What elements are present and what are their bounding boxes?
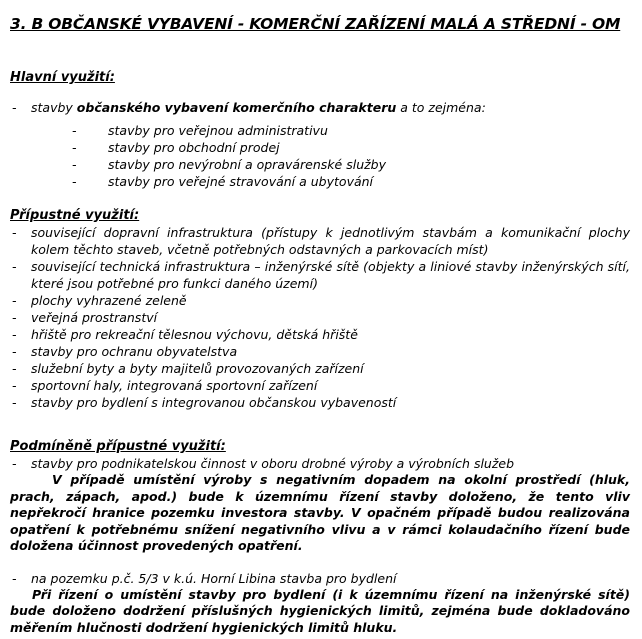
bullet-text: na pozemku p.č. 5/3 v k.ú. Horní Libina stavba pro bydlení bbox=[31, 570, 397, 586]
sub-bullet-item bbox=[72, 173, 630, 190]
sub-bullet-item bbox=[72, 156, 630, 173]
bullet-item bbox=[10, 343, 630, 360]
bullet-dash: - bbox=[12, 327, 17, 342]
sub-bullet-item bbox=[72, 139, 630, 156]
condition-paragraph-vyroba: V případě umístění výroby s negativním dopadem na okolní prostředí (hluk, prach, zápach, apod.) bude k územnímu řízení stavby doloženo, že tento vliv nepřekročí hranice pozemku investora stavby. V opačném případě budou realizována opatření k potřebnému snížení negativního vlivu a v rámci kolaudačního řízení bude doložena účinnost provedených opatření. bbox=[10, 472, 630, 553]
bullet-item bbox=[10, 377, 630, 394]
section-heading-podminene-pripustne-vyuziti: Podmíněně přípustné využití: bbox=[10, 439, 226, 454]
bullet-text-suffix: a to zejména: bbox=[396, 100, 486, 115]
bullet-text: služební byty a byty majitelů provozovaných zařízení bbox=[31, 361, 364, 376]
bullet-text: sportovní haly, integrovaná sportovní zařízení bbox=[31, 378, 318, 393]
document-title: 3. B OBČANSKÉ VYBAVENÍ - KOMERČNÍ ZAŘÍZENÍ MALÁ A STŘEDNÍ - OM bbox=[10, 15, 621, 33]
bullet-item bbox=[10, 570, 630, 587]
bullet-text: hřiště pro rekreační tělesnou výchovu, dětská hřiště bbox=[31, 327, 358, 342]
bullet-dash: - bbox=[72, 140, 77, 155]
bullet-text-prefix: stavby bbox=[31, 100, 77, 115]
bullet-item bbox=[10, 258, 630, 292]
sub-bullet-text: stavby pro veřejné stravování a ubytování bbox=[108, 174, 374, 189]
bullet-item bbox=[10, 309, 630, 326]
bullet-dash: - bbox=[12, 310, 17, 325]
bullet-dash: - bbox=[12, 344, 17, 359]
bullet-dash: - bbox=[12, 395, 17, 410]
bullet-item bbox=[10, 326, 630, 343]
bullet-text: veřejná prostranství bbox=[31, 310, 158, 325]
bullet-dash: - bbox=[72, 123, 77, 138]
bullet-dash: - bbox=[72, 174, 77, 189]
bullet-item bbox=[10, 455, 630, 472]
bullet-item bbox=[10, 292, 630, 309]
condition-paragraph-bydleni: Při řízení o umístění stavby pro bydlení (i k územnímu řízení na inženýrské sítě) bude doloženo dodržení příslušných hygienických limitů, zejména bude dokladováno měřením hlučnosti dodržení hygienických limitů hluku. bbox=[10, 586, 630, 635]
bullet-text-bold: občanského vybavení komerčního charakteru bbox=[76, 100, 397, 115]
sub-bullet-list bbox=[10, 122, 630, 190]
bullet-text: související technická infrastruktura – inženýrské sítě (objekty a liniové stavby inženýrských sítí, které jsou potřebné pro funkci daného území) bbox=[31, 259, 630, 291]
sub-bullet-item bbox=[72, 122, 630, 139]
section-heading-hlavni-vyuziti: Hlavní využití: bbox=[10, 70, 115, 85]
bullet-item bbox=[10, 224, 630, 258]
bullet-list-pripustne bbox=[10, 224, 630, 411]
bullet-dash: - bbox=[12, 456, 17, 471]
bullet-dash: - bbox=[12, 293, 17, 308]
bullet-dash: - bbox=[12, 378, 17, 393]
sub-bullet-text: stavby pro nevýrobní a opravárenské služby bbox=[108, 157, 387, 172]
bullet-text: související dopravní infrastruktura (přístupy k jednotlivým stavbám a komunikační plochy kolem těchto staveb, včetně potřebných odstavných a parkovacích míst) bbox=[31, 225, 630, 257]
bullet-dash: - bbox=[12, 100, 17, 115]
sub-bullet-text: stavby pro obchodní prodej bbox=[108, 140, 280, 155]
sub-bullet-text: stavby pro veřejnou administrativu bbox=[108, 123, 328, 138]
bullet-text: plochy vyhrazené zeleně bbox=[31, 293, 187, 308]
bullet-dash: - bbox=[12, 225, 17, 240]
bullet-dash: - bbox=[72, 157, 77, 172]
bullet-text: stavby pro bydlení s integrovanou občanskou vybaveností bbox=[31, 395, 397, 410]
bullet-dash: - bbox=[12, 259, 17, 274]
bullet-item bbox=[10, 394, 630, 411]
bullet-dash: - bbox=[12, 570, 17, 586]
bullet-text: stavby pro ochranu obyvatelstva bbox=[31, 344, 238, 359]
bullet-item bbox=[10, 360, 630, 377]
bullet-dash: - bbox=[12, 361, 17, 376]
bullet-text: stavby pro podnikatelskou činnost v oboru drobné výroby a výrobních služeb bbox=[31, 456, 515, 471]
section-heading-pripustne-vyuziti: Přípustné využití: bbox=[10, 208, 140, 223]
bullet-item-hlavni bbox=[10, 99, 630, 116]
